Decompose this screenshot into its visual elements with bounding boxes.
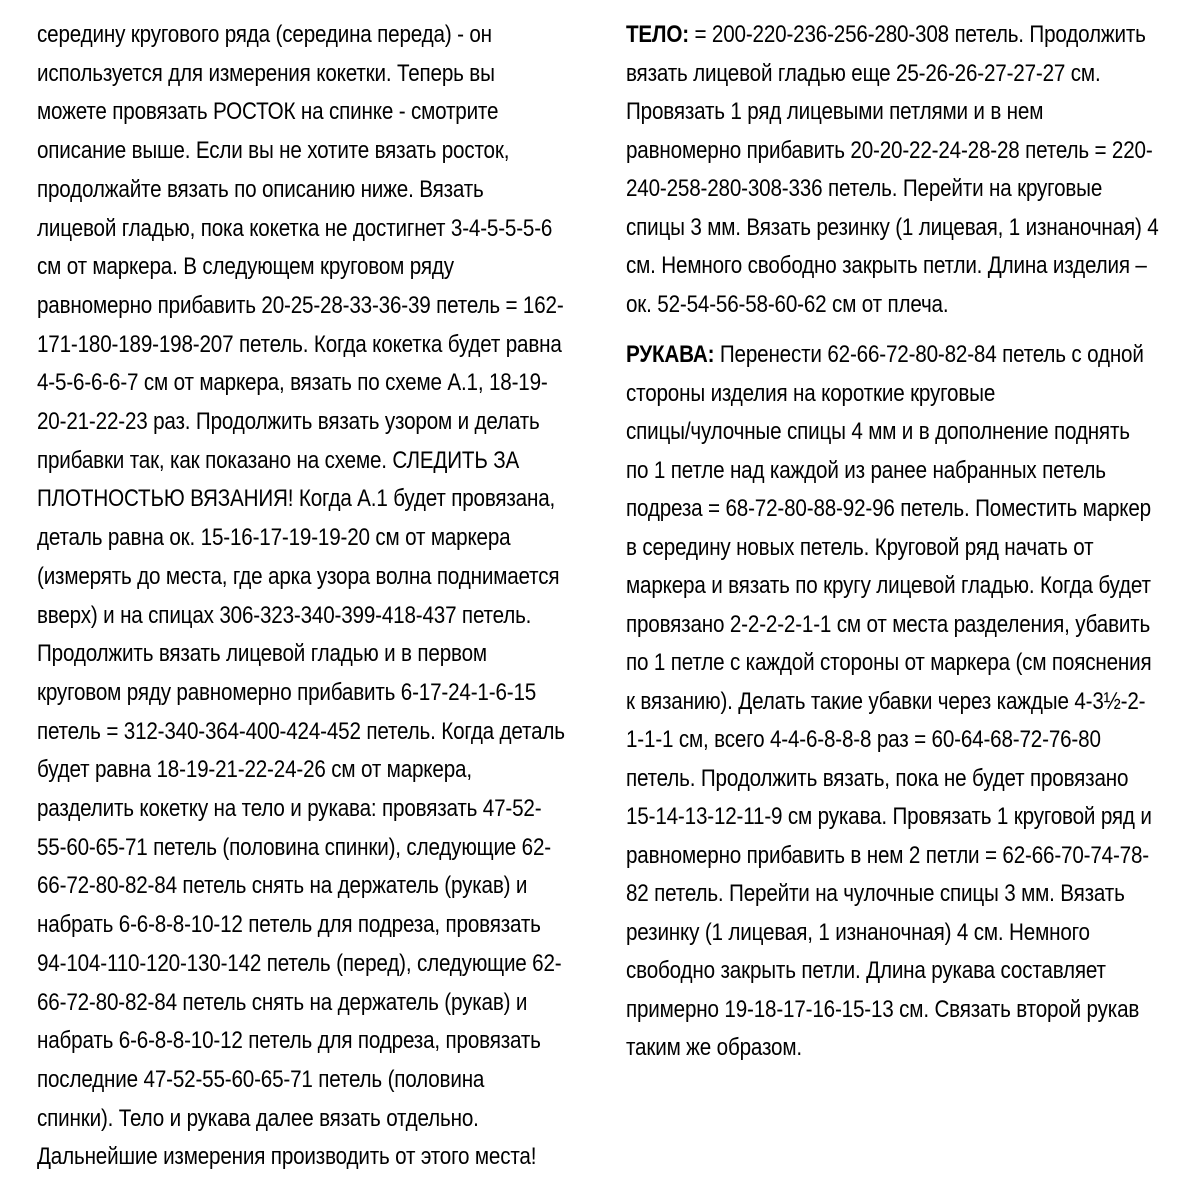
text-line: Дальнейшие измерения производить от этого места!: [37, 1143, 537, 1171]
text-line: в середину новых петель. Круговой ряд начать от: [626, 533, 1094, 561]
text-line: набрать 6-6-8-8-10-12 петель для подреза, провязать: [37, 911, 541, 939]
text-line: петель. Продолжить вязать, пока не будет провязано: [626, 764, 1129, 792]
text-line: провязано 2-2-2-2-1-1 см от места разделения, убавить: [626, 610, 1151, 638]
text-line: 1-1-1 см, всего 4-4-6-8-8-8 раз = 60-64-68-72-76-80: [626, 726, 1101, 753]
text-line: равномерно прибавить 20-20-22-24-28-28 петель = 220-: [626, 136, 1153, 164]
text-line: равномерно прибавить в нем 2 петли = 62-66-70-74-78-: [626, 841, 1150, 869]
text-line: 82 петель. Перейти на чулочные спицы 3 мм. Вязать: [626, 880, 1125, 907]
text-line: продолжайте вязать по описанию ниже. Вязать: [37, 175, 484, 203]
text-line: 94-104-110-120-130-142 петель (перед), следующие 62-: [37, 949, 562, 977]
text-line: середину кругового ряда (середина переда) - он: [37, 21, 492, 48]
sleeves-section-first-line: [626, 336, 1144, 375]
text-line: 20-21-22-23 раз. Продолжить вязать узором и делать: [37, 408, 540, 436]
text-line: разделить кокетку на тело и рукава: провязать 47-52-: [37, 795, 542, 823]
text-line: по 1 петле над каждой из ранее набранных петель: [626, 456, 1106, 484]
text-line: см от маркера. В следующем круговом ряду: [37, 253, 454, 281]
text-line: можете провязать РОСТОК на спинке - смотрите: [37, 98, 499, 126]
text-line: к вязанию). Делать такие убавки через каждые 4-3½-2-: [626, 687, 1146, 715]
sleeves-section-first-line-text: Перенести 62-66-72-80-82-84 петель с одной: [714, 341, 1144, 368]
text-line: 240-258-280-308-336 петель. Перейти на круговые: [626, 175, 1103, 202]
text-line: резинку (1 лицевая, 1 изнаночная) 4 см. Немного: [626, 918, 1090, 946]
text-line: петель = 312-340-364-400-424-452 петель. Когда деталь: [37, 717, 565, 745]
text-line: см. Немного свободно закрыть петли. Длина изделия –: [626, 252, 1147, 279]
text-line: используется для измерения кокетки. Теперь вы: [37, 59, 495, 87]
text-line: равномерно прибавить 20-25-28-33-36-39 петель = 162-: [37, 291, 564, 319]
text-line: спинки). Тело и рукава далее вязать отдельно.: [37, 1104, 479, 1132]
text-line: 171-180-189-198-207 петель. Когда кокетка будет равна: [37, 330, 562, 358]
text-line: вверх) и на спицах 306-323-340-399-418-437 петель.: [37, 601, 532, 629]
text-line: (измерять до места, где арка узора волна поднимается: [37, 562, 560, 590]
text-line: спицы 3 мм. Вязать резинку (1 лицевая, 1 изнаночная) 4: [626, 213, 1159, 241]
text-line: Продолжить вязать лицевой гладью и в первом: [37, 640, 487, 668]
body-section-first-line: [626, 16, 1146, 55]
text-line: таким же образом.: [626, 1034, 802, 1061]
text-line: 55-60-65-71 петель (половина спинки), следующие 62-: [37, 833, 551, 861]
text-line: описание выше. Если вы не хотите вязать росток,: [37, 137, 510, 165]
text-line: деталь равна ок. 15-16-17-19-19-20 см от маркера: [37, 524, 511, 552]
text-line: круговом ряду равномерно прибавить 6-17-24-1-6-15: [37, 678, 537, 706]
text-line: стороны изделия на короткие круговые: [626, 379, 996, 407]
text-line: ок. 52-54-56-58-60-62 см от плеча.: [626, 290, 949, 318]
text-line: подреза = 68-72-80-88-92-96 петель. Поместить маркер: [626, 495, 1151, 522]
text-line: маркера и вязать по кругу лицевой гладью. Когда будет: [626, 572, 1151, 599]
text-line: спицы/чулочные спицы 4 мм и в дополнение поднять: [626, 418, 1130, 445]
text-line: примерно 19-18-17-16-15-13 см. Связать второй рукав: [626, 995, 1140, 1023]
text-line: прибавки так, как показано на схеме. СЛЕДИТЬ ЗА: [37, 446, 520, 474]
body-section-first-line-text: = 200-220-236-256-280-308 петель. Продолжить: [688, 21, 1146, 48]
body-section: [626, 16, 1166, 324]
text-line: по 1 петле с каждой стороны от маркера (см пояснения: [626, 649, 1152, 676]
text-line: будет равна 18-19-21-22-24-26 см от маркера,: [37, 756, 472, 784]
text-line: лицевой гладью, пока кокетка не достигнет 3-4-5-5-5-6: [37, 214, 553, 242]
text-line: последние 47-52-55-60-65-71 петель (половина: [37, 1065, 485, 1093]
text-line: набрать 6-6-8-8-10-12 петель для подреза, провязать: [37, 1027, 541, 1055]
text-line: 66-72-80-82-84 петель снять на держатель (рукав) и: [37, 988, 528, 1016]
text-line: 15-14-13-12-11-9 см рукава. Провязать 1 круговой ряд и: [626, 803, 1152, 830]
text-line: ПЛОТНОСТЬЮ ВЯЗАНИЯ! Когда А.1 будет провязана,: [37, 485, 556, 513]
text-line: 4-5-6-6-6-7 см от маркера, вязать по схеме А.1, 18-19-: [37, 369, 548, 397]
text-line: вязать лицевой гладью еще 25-26-26-27-27-27 см.: [626, 59, 1101, 87]
text-line: свободно закрыть петли. Длина рукава составляет: [626, 957, 1106, 984]
sleeves-section-heading: РУКАВА:: [626, 341, 715, 368]
left-text-column: [37, 16, 587, 1177]
paragraph-gap: [626, 324, 1166, 336]
text-line: 66-72-80-82-84 петель снять на держатель (рукав) и: [37, 872, 528, 900]
sleeves-section: [626, 336, 1166, 1068]
text-line: Провязать 1 ряд лицевыми петлями и в нем: [626, 98, 1044, 125]
right-text-column: [626, 16, 1166, 1068]
body-section-heading: ТЕЛО:: [626, 21, 689, 48]
